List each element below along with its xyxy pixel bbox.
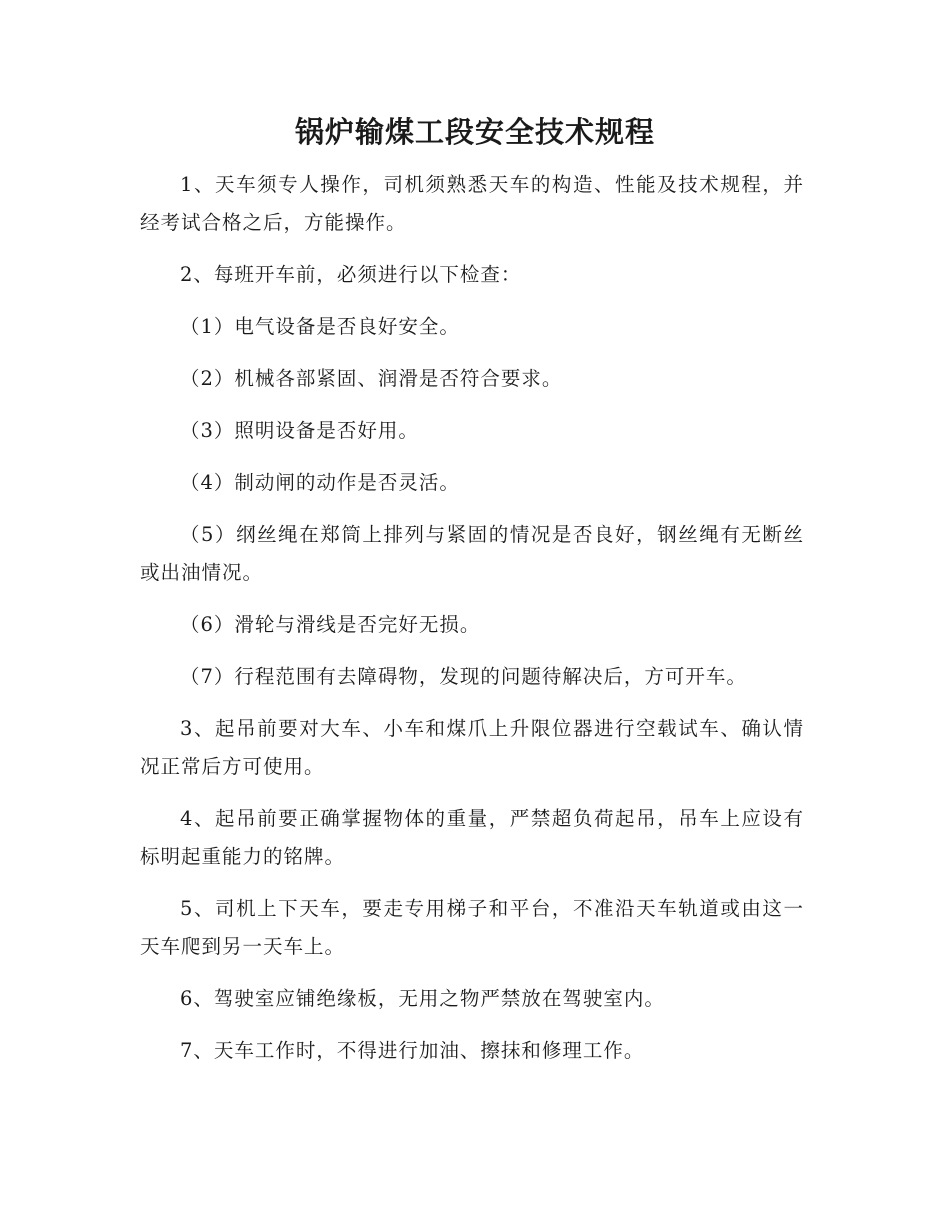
paragraph-check-1: （1）电气设备是否良好安全。 — [180, 315, 460, 338]
paragraph-check-4: （4）制动闸的动作是否灵活。 — [180, 471, 460, 494]
document-body — [140, 166, 804, 1084]
paragraph-rule-6: 6、驾驶室应铺绝缘板，无用之物严禁放在驾驶室内。 — [180, 987, 665, 1010]
paragraph-rule-3: 3、起吊前要对大车、小车和煤爪上升限位器进行空载试车、确认情况正常后方可使用。 — [140, 717, 804, 778]
paragraph-check-7: （7）行程范围有去障碍物，发现的问题待解决后，方可开车。 — [180, 665, 747, 688]
paragraph-check-5: （5）纲丝绳在郑筒上排列与紧固的情况是否良好，钢丝绳有无断丝或出油情况。 — [140, 523, 804, 584]
paragraph-rule-4: 4、起吊前要正确掌握物体的重量，严禁超负荷起吊，吊车上应设有标明起重能力的铭牌。 — [140, 807, 804, 868]
paragraph-rule-2: 2、每班开车前，必须进行以下检查： — [180, 263, 522, 286]
paragraph-check-3: （3）照明设备是否好用。 — [180, 419, 419, 442]
paragraph-check-6: （6）滑轮与滑线是否完好无损。 — [180, 613, 481, 636]
paragraph-rule-7: 7、天车工作时，不得进行加油、擦抹和修理工作。 — [180, 1039, 645, 1062]
document-title: 锅炉输煤工段安全技术规程 — [294, 115, 655, 149]
paragraph-rule-5: 5、司机上下天车，要走专用梯子和平台，不准沿天车轨道或由这一天车爬到另一天车上。 — [140, 897, 804, 958]
paragraph-rule-1: 1、天车须专人操作，司机须熟悉天车的构造、性能及技术规程，并经考试合格之后，方能操作。 — [140, 173, 804, 234]
paragraph-check-2: （2）机械各部紧固、润滑是否符合要求。 — [180, 367, 563, 390]
